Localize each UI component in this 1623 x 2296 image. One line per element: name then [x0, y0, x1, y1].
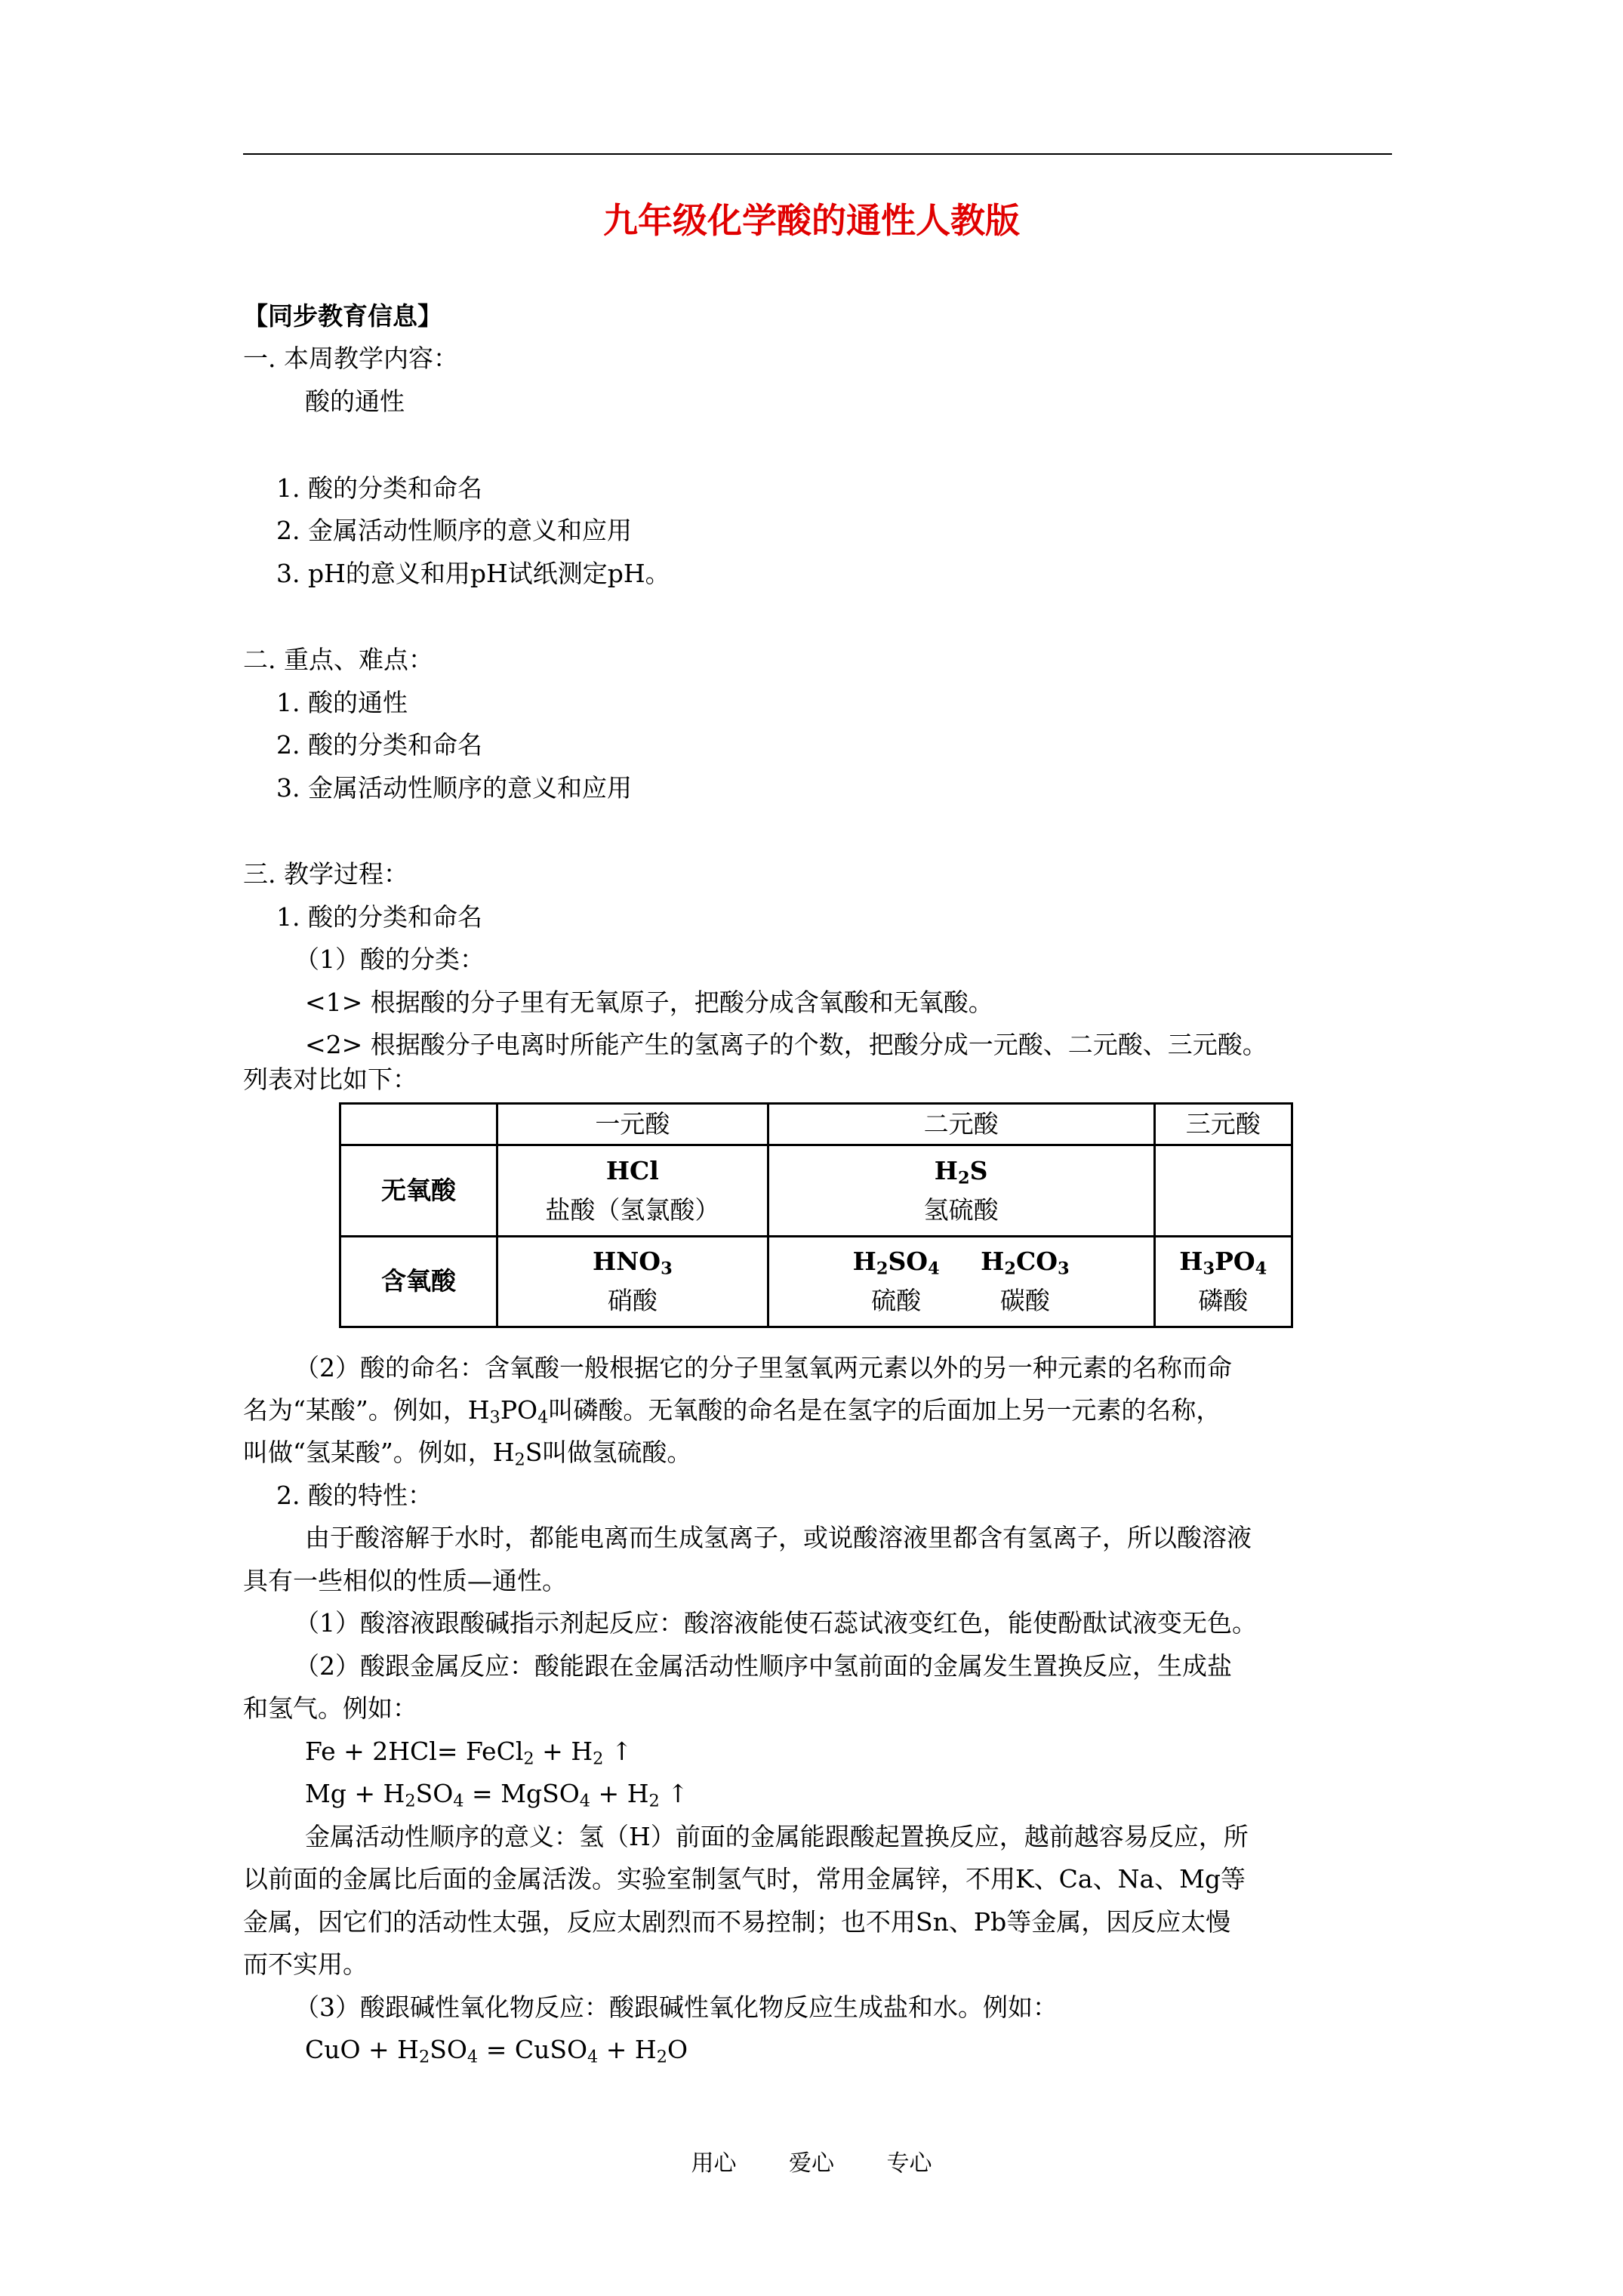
table-cell: [497, 1145, 768, 1237]
table-cell: [1154, 1236, 1292, 1327]
equation-fe-hcl: Fe + 2HCl= FeCl$_2$ + $H_2$ ↑: [305, 1737, 633, 1769]
table-cell: [768, 1145, 1154, 1237]
table-header-row: [340, 1104, 1292, 1145]
activity-line-3: 金属，因它们的活动性太强，反应太剧烈而不易控制；也不用Sn、Pb等金属，因反应太慢: [243, 1907, 1231, 1937]
classification-point-2: <2> 根据酸分子电离时所能产生的氢离子的个数，把酸分成一元酸、二元酸、三元酸。: [305, 1030, 1267, 1059]
section-2-item: 3. 金属活动性顺序的意义和应用: [276, 773, 632, 803]
column-header: 一元酸: [497, 1104, 768, 1145]
table-row: [340, 1236, 1292, 1327]
formula: $H_2CO_3$: [981, 1247, 1070, 1279]
property-3: （3）酸跟碱性氧化物反应：酸跟碱性氧化物反应生成盐和水。例如：: [294, 1992, 1058, 2022]
part-2-heading: 2. 酸的特性：: [276, 1481, 433, 1510]
table-cell: [768, 1236, 1154, 1327]
section-2-item: 2. 酸的分类和命名: [276, 730, 482, 760]
formula: $H_2SO_4$: [852, 1247, 940, 1279]
formula: $H_2S$: [934, 1155, 988, 1188]
formula: $H_3PO_4$: [1179, 1247, 1267, 1279]
activity-line-1: 金属活动性顺序的意义：氢（H）前面的金属能跟酸起置换反应，越前越容易反应，所: [305, 1822, 1249, 1851]
property-2: （2）酸跟金属反应：酸能跟在金属活动性顺序中氢前面的金属发生置换反应，生成盐: [294, 1651, 1232, 1681]
acid-name: 碳酸: [999, 1286, 1050, 1316]
naming-line-2: 名为“某酸”。例如，$H_3PO_4$叫磷酸。无氧酸的命名是在氢字的后面加上另一元素的名称，: [243, 1395, 1221, 1428]
classification-point-1: <1> 根据酸的分子里有无氧原子，把酸分成含氧酸和无氧酸。: [305, 988, 993, 1017]
table-cell: [1154, 1145, 1292, 1237]
section-2-heading: 二. 重点、难点：: [243, 645, 433, 674]
footer-text: 爱心: [789, 2150, 834, 2177]
naming-line-1: （2）酸的命名：含氧酸一般根据它的分子里氢氧两元素以外的另一种元素的名称而命: [294, 1353, 1232, 1382]
footer-text: 用心: [691, 2150, 737, 2177]
acid-name: 硝酸: [607, 1286, 658, 1316]
section-1-item: 3. pH的意义和用pH试纸测定pH。: [276, 559, 670, 588]
document-title: 九年级化学酸的通性人教版: [603, 200, 1020, 241]
property-2-cont: 和氢气。例如：: [243, 1693, 417, 1723]
equation-mg-h2so4: $Mg + H_2SO_4$ = MgSO$_4$ + $H_2$ ↑: [305, 1779, 688, 1811]
section-1-heading: 一. 本周教学内容：: [243, 344, 458, 373]
equation-cuo-h2so4: CuO + $H_2SO_4$ = CuSO$_4$ + $H_2O$: [305, 2035, 688, 2067]
column-header: 二元酸: [768, 1104, 1154, 1145]
header-rule: [243, 153, 1392, 155]
properties-line-2: 具有一些相似的性质—通性。: [243, 1566, 567, 1595]
footer-text: 专心: [886, 2150, 932, 2177]
properties-line-1: 由于酸溶解于水时，都能电离而生成氢离子，或说酸溶液里都含有氢离子，所以酸溶液: [305, 1523, 1252, 1552]
column-header: 三元酸: [1154, 1104, 1292, 1145]
row-header: 无氧酸: [340, 1145, 497, 1237]
acid-name: 硫酸: [871, 1286, 922, 1316]
section-1-item: 2. 金属活动性顺序的意义和应用: [276, 516, 632, 545]
table-intro: 列表对比如下：: [243, 1065, 417, 1094]
table-cell: [497, 1236, 768, 1327]
formula: HCl: [605, 1155, 659, 1185]
formula: $HNO_3$: [592, 1247, 673, 1279]
acid-classification-table: [339, 1102, 1293, 1328]
section-3-heading: 三. 教学过程：: [243, 859, 408, 889]
section-1-subtitle: 酸的通性: [305, 387, 405, 416]
table-row: [340, 1145, 1292, 1237]
page-footer: [0, 2144, 1623, 2177]
naming-line-3: 叫做“氢某酸”。例如，$H_2S$叫做氢硫酸。: [243, 1438, 692, 1470]
classification-heading: （1）酸的分类：: [294, 945, 485, 974]
table-corner-cell: [340, 1104, 497, 1145]
activity-line-4: 而不实用。: [243, 1949, 368, 1979]
section-1-item: 1. 酸的分类和命名: [276, 473, 482, 503]
acid-name: 磷酸: [1198, 1286, 1249, 1316]
acid-name: 氢硫酸: [923, 1194, 999, 1225]
part-1-heading: 1. 酸的分类和命名: [276, 902, 482, 932]
property-1: （1）酸溶液跟酸碱指示剂起反应：酸溶液能使石蕊试液变红色，能使酚酞试液变无色。: [294, 1608, 1257, 1638]
row-header: 含氧酸: [340, 1236, 497, 1327]
section-info-heading: 【同步教育信息】: [243, 301, 442, 331]
acid-name: 盐酸（氢氯酸）: [545, 1194, 720, 1225]
activity-line-2: 以前面的金属比后面的金属活泼。实验室制氢气时，常用金属锌，不用K、Ca、Na、Mg等: [243, 1864, 1246, 1894]
section-2-item: 1. 酸的通性: [276, 688, 408, 717]
